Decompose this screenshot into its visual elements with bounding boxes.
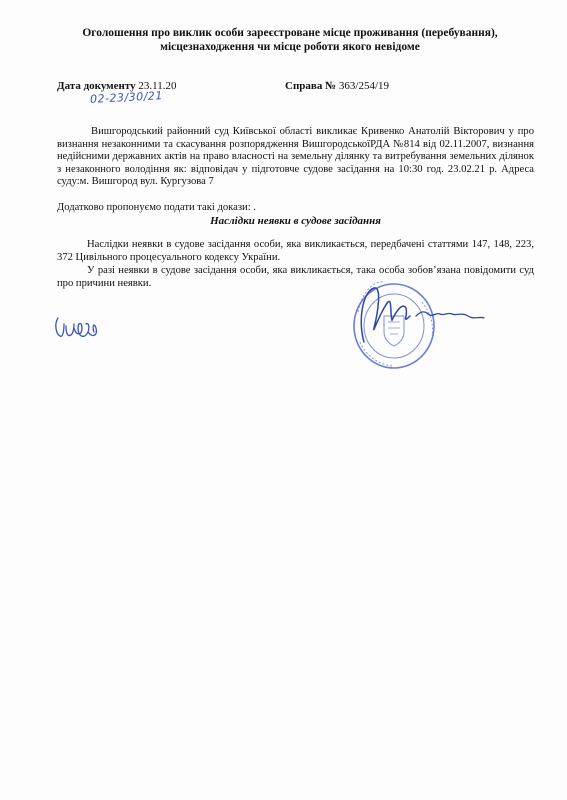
case-label: Справа № — [285, 80, 337, 92]
section-heading: Наслідки неявки в судове засідання — [210, 215, 381, 227]
handwritten-registration-number: 02-23/30/21 — [89, 89, 164, 106]
summons-paragraph: Вишгородський районний суд Київської області викликає Кривенко Анатолій Вікторович у про визнання незаконними та скасування розпорядження ВишгородськоїРДА №814 від 02.11.2007, визнання недійсними державних актів на право власності на земельну ділянку та витребування земельних ділянок з незаконного володіння як: відповідач у підготовче судове засідання на 10:30 год. 23.02.21 р. Адреса суду:м. Вишгород вул. Кургузова 7 — [57, 126, 534, 188]
evidence-paragraph: Додатково пропонуємо подати такі докази: . — [57, 202, 256, 213]
consequences-paragraph: Наслідки неявки в судове засідання особи, яка викликається, передбачені статтями 147, 148, 223, 372 Цивільного процесуального кодексу України. — [57, 239, 534, 263]
date-value: 23.11.20 — [138, 80, 177, 92]
title-line-1: Оголошення про виклик особи зареєстроване місце проживання (перебування), — [82, 27, 498, 39]
signature-left-icon — [52, 310, 112, 350]
case-value: 363/254/19 — [338, 80, 390, 92]
date-label: Дата документу — [57, 80, 136, 92]
absence-paragraph: У разі неявки в судове засідання особи, яка викликається, така особа зобов’язана повідомити суд про причини неявки. — [57, 265, 534, 289]
court-stamp-icon — [344, 272, 494, 372]
title-line-2: місцезнаходження чи місце роботи якого невідоме — [160, 41, 420, 53]
document-title — [60, 26, 520, 54]
case-number — [285, 80, 389, 92]
